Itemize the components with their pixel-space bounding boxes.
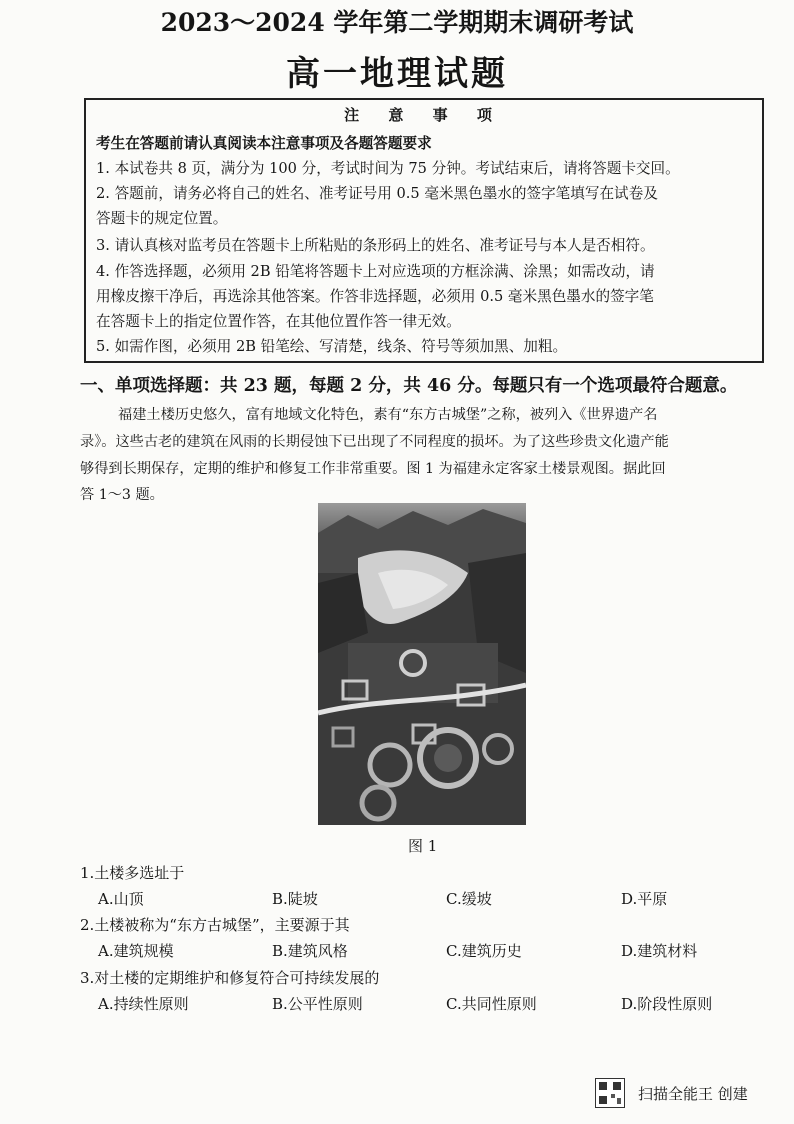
option-a: A.持续性原则 [98,995,189,1013]
scanner-watermark: 扫描全能王 创建 [638,1085,748,1103]
notice-heading: 注 意 事 项 [344,106,504,124]
question-stem: 3.对土楼的定期维护和修复符合可持续发展的 [80,969,380,987]
exam-title: 2023～2024 学年第二学期期末调研考试 [160,8,634,37]
option-b: B.建筑风格 [272,942,348,960]
notice-line: 在答题卡上的指定位置作答，在其他位置作答一律无效。 [96,313,461,330]
notice-line: 4. 作答选择题，必须用 2B 铅笔将答题卡上对应选项的方框涂满、涂黑；如需改动，请 [96,263,655,280]
option-b: B.陡坡 [272,890,318,908]
notice-line: 答题卡的规定位置。 [96,210,228,227]
subject-title: 高一地理试题 [286,54,508,94]
option-c: C.缓坡 [446,890,492,908]
figure-caption: 图 1 [408,837,438,855]
notice-intro: 考生在答题前请认真阅读本注意事项及各题答题要求 [96,135,432,152]
passage-line: 够得到长期保存，定期的维护和修复工作非常重要。图 1 为福建永定客家土楼景观图。据此回 [80,461,666,477]
notice-line: 2. 答题前，请务必将自己的姓名、准考证号用 0.5 毫米黑色墨水的签字笔填写在试卷及 [96,185,658,202]
notice-line: 5. 如需作图，必须用 2B 铅笔绘、写清楚，线条、符号等须加黑、加粗。 [96,338,568,355]
option-d: D.阶段性原则 [621,995,713,1013]
passage-line: 录》。这些古老的建筑在风雨的长期侵蚀下已出现了不同程度的损坏。为了这些珍贵文化遗产能 [80,434,669,450]
passage-line: 答 1～3 题。 [80,487,164,503]
option-d: D.建筑材料 [621,942,698,960]
passage-line: 福建土楼历史悠久，富有地域文化特色，素有“东方古城堡”之称，被列入《世界遗产名 [118,407,658,423]
option-a: A.山顶 [98,890,144,908]
option-c: C.建筑历史 [446,942,522,960]
tulou-aerial-photo [318,503,526,825]
option-b: B.公平性原则 [272,995,363,1013]
question-stem: 2.土楼被称为“东方古城堡”，主要源于其 [80,916,350,934]
question-stem: 1.土楼多选址于 [80,864,185,882]
option-c: C.共同性原则 [446,995,537,1013]
notice-line: 1. 本试卷共 8 页，满分为 100 分，考试时间为 75 分钟。考试结束后，请将答题卡交回。 [96,160,680,177]
scanner-logo-icon [595,1078,625,1108]
notice-line: 用橡皮擦干净后，再选涂其他答案。作答非选择题，必须用 0.5 毫米黑色墨水的签字笔 [96,288,654,305]
option-d: D.平原 [621,890,668,908]
notice-line: 3. 请认真核对监考员在答题卡上所粘贴的条形码上的姓名、准考证号与本人是否相符。 [96,237,655,254]
section-heading: 一、单项选择题：共 23 题，每题 2 分，共 46 分。每题只有一个选项最符合题意。 [80,376,738,396]
option-a: A.建筑规模 [98,942,174,960]
